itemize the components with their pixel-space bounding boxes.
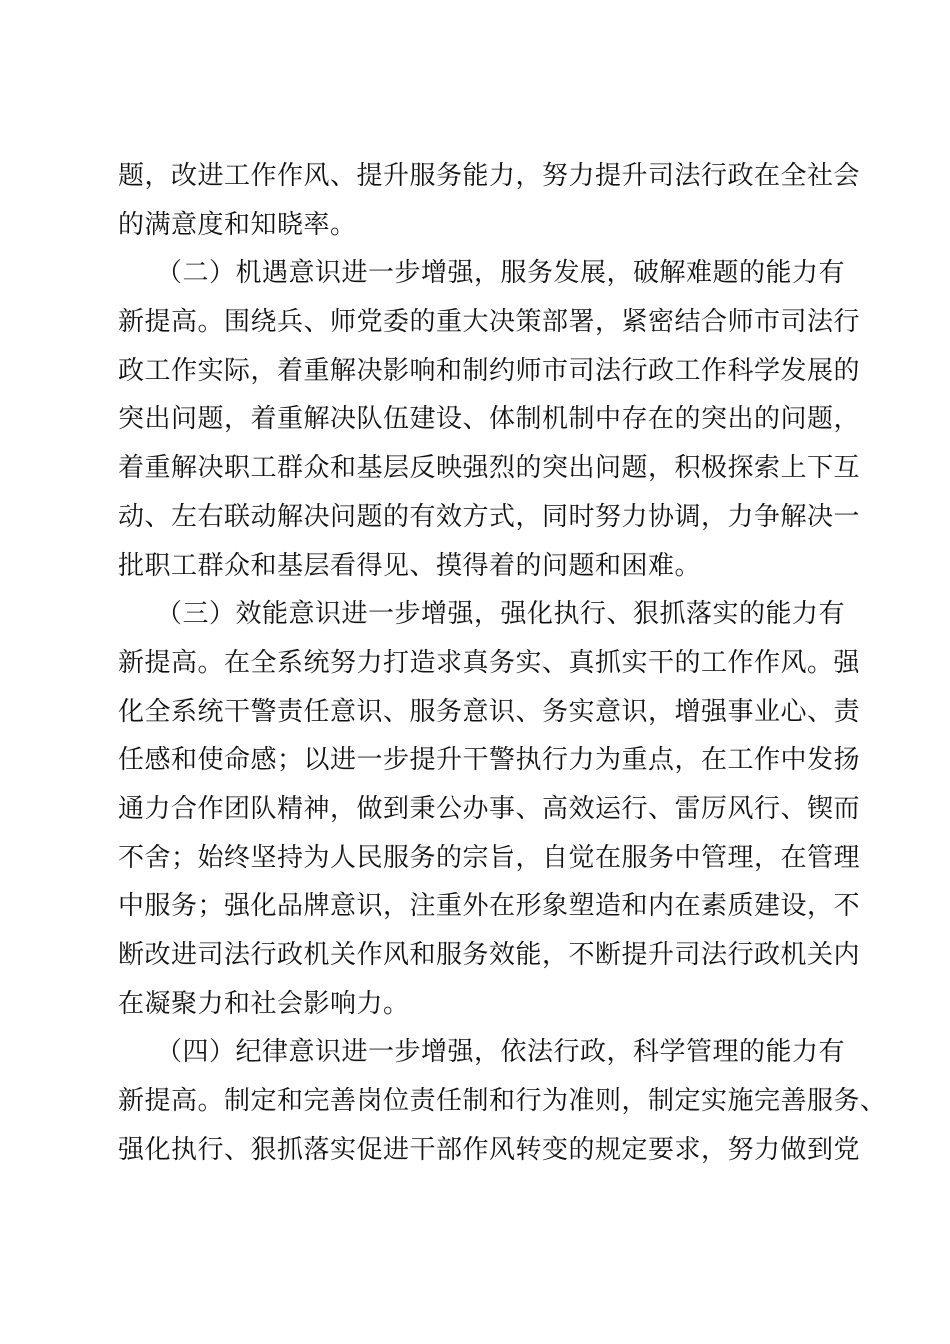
text-line: 强化执行、狠抓落实促进干部作风转变的规定要求，努力做到党 [118,1134,861,1165]
text-line: 新提高。在全系统努力打造求真务实、真抓实干的工作作风。强 [118,647,861,678]
text-line: 批职工群众和基层看得见、摸得着的问题和困难。 [118,550,702,581]
text-line: 突出问题，着重解决队伍建设、体制机制中存在的突出的问题， [118,404,861,435]
text-line: 动、左右联动解决问题的有效方式，同时努力协调，力争解决一 [118,501,861,532]
text-line: 新提高。制定和完善岗位责任制和行为准则，制定实施完善服务、 [118,1086,887,1117]
text-line: 中服务；强化品牌意识，注重外在形象塑造和内在素质建设，不 [118,891,861,922]
body-text [118,152,887,1174]
text-line: 新提高。围绕兵、师党委的重大决策部署，紧密结合师市司法行 [118,307,861,338]
text-line: 着重解决职工群众和基层反映强烈的突出问题，积极探索上下互 [118,453,861,484]
text-line: 不舍；始终坚持为人民服务的宗旨，自觉在服务中管理，在管理 [118,842,861,873]
section-heading-line: （三）效能意识进一步增强，强化执行、狠抓落实的能力有 [156,599,846,630]
text-line: 在凝聚力和社会影响力。 [118,988,410,1019]
text-line: 任感和使命感；以进一步提升干警执行力为重点，在工作中发扬 [118,745,861,776]
text-line: 通力合作团队精神，做到秉公办事、高效运行、雷厉风行、锲而 [118,793,861,824]
text-line: 化全系统干警责任意识、服务意识、务实意识，增强事业心、责 [118,696,861,727]
text-line: 的满意度和知晓率。 [118,209,357,240]
section-heading-line: （二）机遇意识进一步增强，服务发展，破解难题的能力有 [156,258,846,289]
text-line: 题，改进工作作风、提升服务能力，努力提升司法行政在全社会 [118,161,861,191]
section-heading-line: （四）纪律意识进一步增强，依法行政，科学管理的能力有 [156,1037,846,1068]
text-line: 政工作实际，着重解决影响和制约师市司法行政工作科学发展的 [118,355,861,386]
text-line: 断改进司法行政机关作风和服务效能，不断提升司法行政机关内 [118,940,861,970]
